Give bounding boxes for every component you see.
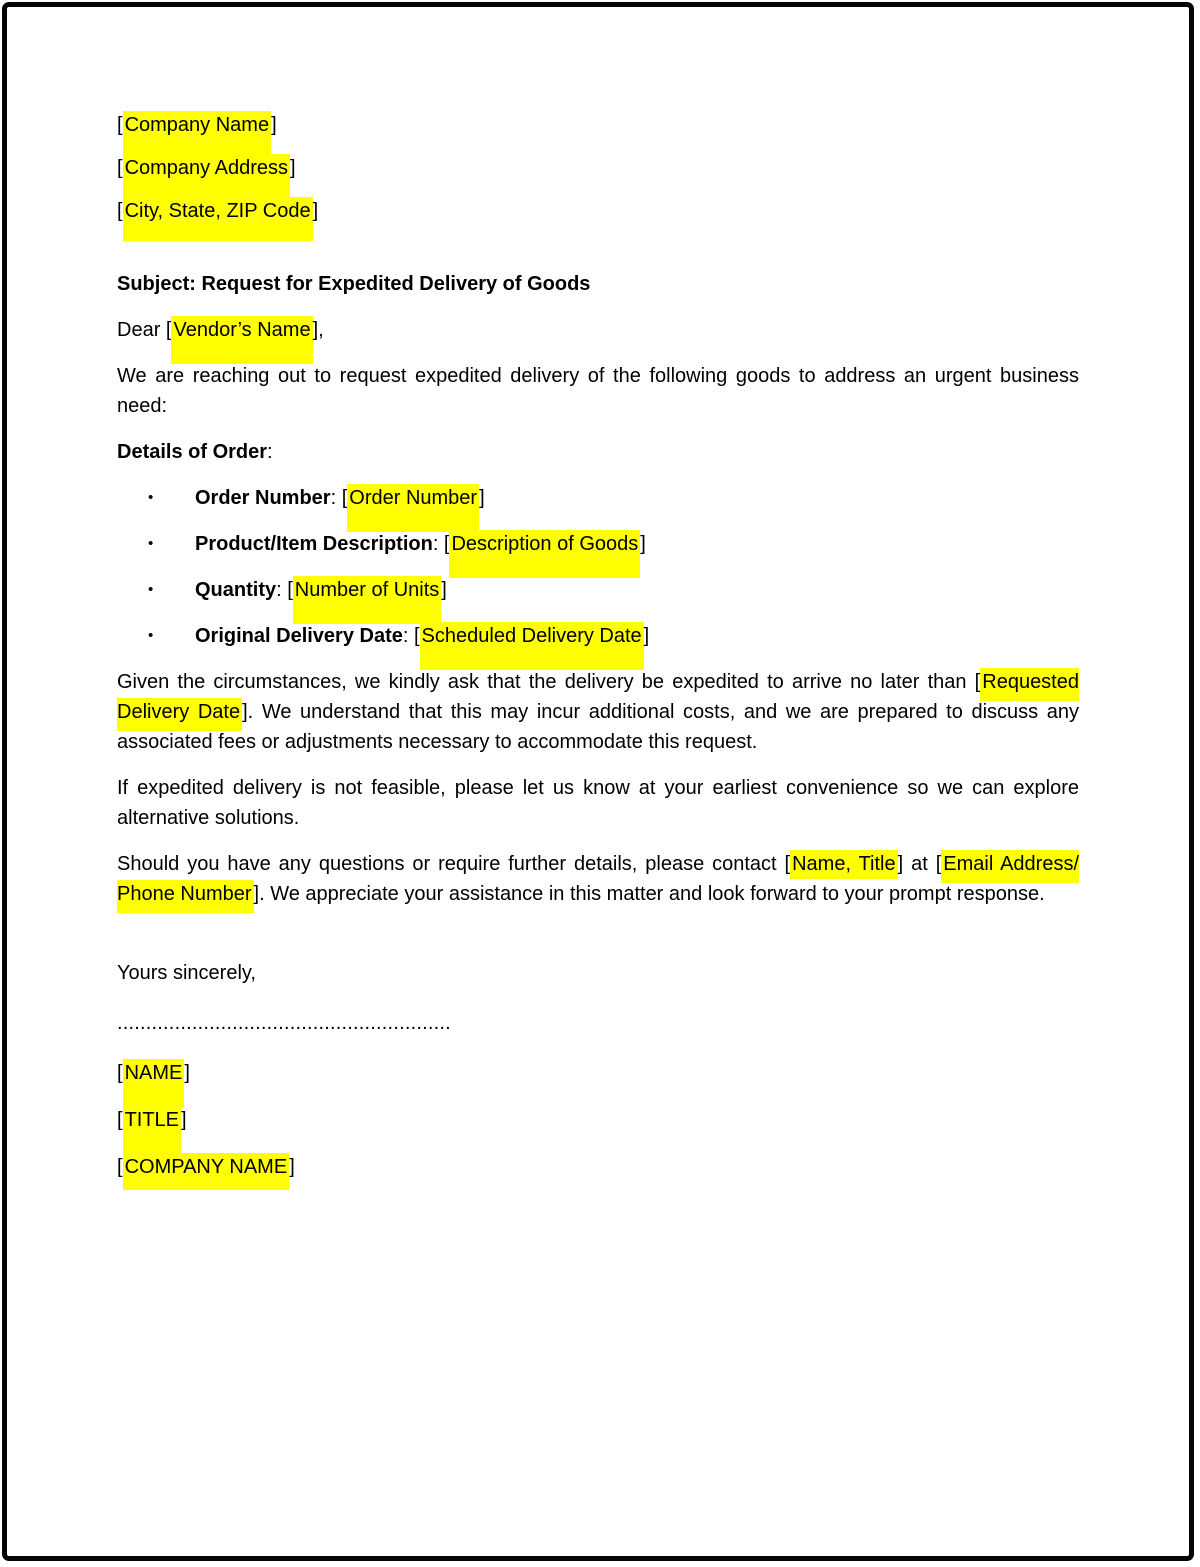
bracket-close: ]	[643, 625, 650, 647]
bracket-close: ]	[312, 200, 319, 222]
expedite-paragraph	[117, 667, 1079, 757]
placeholder-city-state-zip: City, State, ZIP Code	[123, 197, 313, 241]
order-details-list	[117, 483, 1079, 651]
bracket-close: ]	[184, 1062, 190, 1084]
alternative-paragraph: If expedited delivery is not feasible, please let us know at your earliest convenience so we can explore alternative solutions.	[117, 777, 1079, 829]
bracket-close: ]	[441, 579, 447, 601]
document-page	[2, 2, 1194, 1561]
address-line	[117, 153, 1079, 183]
bracket-open: [	[117, 1062, 123, 1084]
item-separator: : [	[432, 533, 450, 555]
expedite-pre: Given the circumstances, we kindly ask that the delivery be expedited to arrive no later than [	[117, 671, 981, 693]
list-item-text	[195, 529, 1079, 559]
address-line	[117, 110, 1079, 140]
contact-pre: Should you have any questions or require further details, please contact [	[117, 853, 791, 875]
closing-line: Yours sincerely,	[117, 962, 256, 984]
item-separator: : [	[402, 625, 420, 647]
list-item	[117, 621, 1079, 651]
details-heading-colon: :	[267, 441, 273, 463]
list-item	[117, 575, 1079, 605]
list-item	[117, 483, 1079, 513]
placeholder-name: NAME	[123, 1059, 185, 1107]
placeholder-requested-delivery-date: Requested Delivery Date	[117, 668, 1079, 731]
salutation-post: ],	[312, 319, 324, 341]
company-address-block	[117, 110, 1079, 226]
placeholder-order-number: Order Number	[347, 484, 479, 532]
address-line	[117, 196, 1079, 226]
letter-content	[7, 7, 1189, 1182]
bullet-icon: •	[148, 489, 154, 506]
signature-line-title	[117, 1105, 1079, 1135]
details-heading	[117, 437, 1079, 467]
bullet-icon: •	[148, 627, 154, 644]
bracket-close: ]	[289, 157, 296, 179]
signature-line-company	[117, 1152, 1079, 1182]
placeholder-description-of-goods: Description of Goods	[449, 530, 640, 578]
subject-line: Subject: Request for Expedited Delivery of Goods	[117, 273, 591, 295]
item-label: Product/Item Description	[195, 533, 433, 555]
bracket-close: ]	[640, 533, 646, 555]
bracket-close: ]	[289, 1156, 295, 1178]
placeholder-company-name-sig: COMPANY NAME	[123, 1153, 290, 1190]
bracket-open: [	[117, 1109, 123, 1131]
placeholder-email-phone: Email Address/ Phone Number	[117, 850, 1079, 913]
placeholder-company-name: Company Name	[123, 111, 272, 155]
list-item-text	[195, 621, 1079, 651]
contact-mid: ] at [	[897, 853, 942, 875]
salutation	[117, 315, 1079, 345]
bullet-icon: •	[148, 581, 154, 598]
details-heading-text: Details of Order	[117, 441, 268, 463]
list-item-text	[195, 483, 1079, 513]
bracket-close: ]	[479, 487, 485, 509]
placeholder-name-title: Name, Title	[790, 850, 898, 879]
contact-paragraph	[117, 849, 1079, 909]
expedite-post: ]. We understand that this may incur additional costs, and we are prepared to discuss any associated fees or adjustments necessary to accommodate this request.	[117, 701, 1079, 753]
bracket-open: [	[117, 200, 123, 222]
item-separator: : [	[276, 579, 293, 601]
placeholder-company-address: Company Address	[123, 154, 290, 198]
placeholder-vendor-name: Vendor’s Name	[171, 316, 312, 364]
bracket-open: [	[117, 157, 123, 179]
signature-dotted-line: ..........................................................	[117, 1012, 451, 1034]
signature-line-name	[117, 1058, 1079, 1088]
placeholder-number-of-units: Number of Units	[293, 576, 442, 624]
signature-block	[117, 1058, 1079, 1182]
item-label: Original Delivery Date	[195, 625, 403, 647]
bullet-icon: •	[148, 535, 154, 552]
contact-post: ]. We appreciate your assistance in this matter and look forward to your prompt response.	[253, 883, 1045, 905]
intro-paragraph: We are reaching out to request expedited delivery of the following goods to address an urgent business need:	[117, 365, 1079, 417]
item-separator: : [	[330, 487, 348, 509]
bracket-close: ]	[271, 114, 277, 136]
list-item	[117, 529, 1079, 559]
bracket-open: [	[117, 114, 123, 136]
item-label: Quantity	[195, 579, 277, 601]
salutation-pre: Dear [	[117, 319, 172, 341]
bracket-open: [	[117, 1156, 123, 1178]
list-item-text	[195, 575, 1079, 605]
bracket-close: ]	[181, 1109, 187, 1131]
item-label: Order Number	[195, 487, 331, 509]
placeholder-scheduled-delivery-date: Scheduled Delivery Date	[420, 622, 644, 670]
placeholder-title: TITLE	[123, 1106, 181, 1154]
